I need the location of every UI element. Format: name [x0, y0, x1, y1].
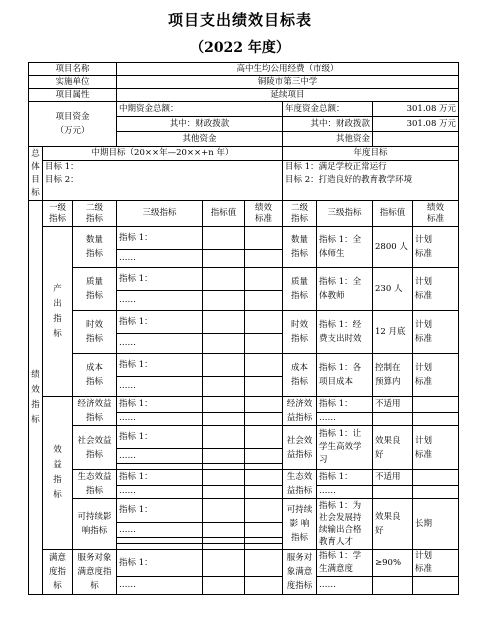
empty-cell — [203, 449, 245, 464]
economic-r-value: 不适用 — [373, 397, 413, 413]
project-name-label: 项目名称 — [29, 63, 117, 76]
empty-cell — [203, 523, 245, 538]
economic-r-dots: …… — [317, 412, 373, 425]
time-l2: 时效 指标 — [73, 311, 117, 354]
header-value-right: 指标值 — [373, 201, 413, 227]
ecological-r-l2: 生态效 益指标 — [283, 470, 317, 499]
quality-l3: 指标 1： — [117, 268, 203, 291]
mid-fiscal-label: 其中：财政拨款 — [117, 117, 283, 132]
sustainable-r-l2: 可持续 影 响 指标 — [283, 499, 317, 550]
service-dots: …… — [117, 577, 203, 595]
quantity-l3: 指标 1： — [117, 227, 203, 250]
service-r-std: 计划 标准 — [413, 550, 459, 577]
empty-cell — [203, 426, 245, 449]
empty-cell — [203, 577, 245, 595]
quality-dots: …… — [117, 291, 203, 311]
cost-r-value: 控制在 预算内 — [373, 354, 413, 397]
empty-cell — [373, 577, 413, 595]
economic-r-l3: 指标 1： — [317, 397, 373, 413]
time-r-l3: 指标 1：经 费支出时效 — [317, 311, 373, 354]
empty-cell — [203, 499, 245, 523]
header-l3-right: 三级指标 — [317, 201, 373, 227]
empty-cell — [245, 470, 283, 486]
empty-cell — [245, 354, 283, 377]
empty-cell — [245, 397, 283, 413]
cost-r-l3: 指标 1：各 项目成本 — [317, 354, 373, 397]
form-year: （2022 年度） — [190, 40, 290, 56]
year-goals: 目标 1：满足学校正常运行 目标 2：打造良好的教育教学环境 — [283, 161, 459, 201]
economic-dots: …… — [117, 412, 203, 425]
economic-r-l2: 经济效 益指标 — [283, 397, 317, 426]
header-l2-right: 二级 指标 — [283, 201, 317, 227]
service-l3: 指标 1： — [117, 550, 203, 577]
mid-goal-header: 中期目标（20××年—20××+n 年） — [43, 147, 283, 161]
empty-cell — [245, 550, 283, 577]
sustainable-l2: 可持续影 响指标 — [73, 499, 117, 550]
attr-label: 项目属性 — [29, 89, 117, 102]
quantity-r-value: 2800 人 — [373, 227, 413, 268]
time-r-l2: 时效 指标 — [283, 311, 317, 354]
ecological-r-l3: 指标 1： — [317, 470, 373, 486]
empty-cell — [203, 412, 245, 425]
cost-l2: 成本 指标 — [73, 354, 117, 397]
empty-cell — [373, 485, 413, 498]
empty-cell — [373, 412, 413, 425]
empty-cell — [245, 449, 283, 464]
empty-cell — [203, 354, 245, 377]
header-value: 指标值 — [203, 201, 245, 227]
header-std-right: 绩效 标准 — [413, 201, 459, 227]
empty-cell — [413, 577, 459, 595]
ecological-r-dots: …… — [317, 485, 373, 498]
empty-cell — [203, 250, 245, 268]
attr-value: 延续项目 — [117, 89, 459, 102]
time-dots: …… — [117, 334, 203, 354]
quantity-std — [245, 227, 283, 250]
year-fiscal-value: 301.08 万元 — [373, 117, 459, 132]
cost-l3: 指标 1： — [117, 354, 203, 377]
header-l1: 一级 指标 — [43, 201, 73, 227]
perf-label: 绩 效 指 标 — [29, 201, 43, 595]
service-r-dots: …… — [317, 577, 373, 595]
mid-goals: 目标 1： 目标 2： — [43, 161, 283, 201]
social-r-value: 效果良 好 — [373, 426, 413, 470]
unit-label: 实施单位 — [29, 76, 117, 89]
empty-cell — [203, 485, 245, 498]
service-l2: 服务对象 满意度指 标 — [73, 550, 117, 595]
empty-cell — [245, 268, 283, 291]
header-l2: 二级 指标 — [73, 201, 117, 227]
empty-cell — [203, 550, 245, 577]
form-title: 项目支出绩效目标表 — [167, 11, 312, 29]
empty-cell — [245, 250, 283, 268]
empty-cell — [203, 268, 245, 291]
quantity-dots: …… — [117, 250, 203, 268]
empty-cell — [245, 499, 283, 523]
year-total-label: 年度资金总额： — [283, 102, 373, 117]
cost-dots: …… — [117, 377, 203, 397]
empty-cell — [245, 523, 283, 538]
performance-target-table — [28, 62, 459, 595]
ecological-r-std — [413, 470, 459, 486]
ecological-r-value: 不适用 — [373, 470, 413, 486]
quality-r-l3: 指标 1：全 体教师 — [317, 268, 373, 311]
quality-r-l2: 质量 指标 — [283, 268, 317, 311]
unit-value: 铜陵市第三中学 — [117, 76, 459, 89]
social-r-std: 计划 标准 — [413, 426, 459, 470]
output-label: 产 出 指 标 — [43, 227, 73, 397]
cost-r-std: 计划 标准 — [413, 354, 459, 397]
service-r-l2: 服务对 象满意 度指标 — [283, 550, 317, 595]
quantity-value — [203, 227, 245, 250]
satisfaction-label: 满意 度指 标 — [43, 550, 73, 595]
ecological-l3: 指标 1： — [117, 470, 203, 486]
social-l3: 指标 1： — [117, 426, 203, 449]
social-r-l3: 指标 1：让 学生高效学 习 — [317, 426, 373, 470]
empty-cell — [245, 426, 283, 449]
quantity-l2: 数量 指标 — [73, 227, 117, 268]
empty-cell — [203, 334, 245, 354]
empty-cell — [413, 485, 459, 498]
funds-label: 项目资金 （万元） — [29, 102, 117, 147]
quality-r-std: 计划 标准 — [413, 268, 459, 311]
sustainable-r-value: 效果良 好 — [373, 499, 413, 550]
time-r-std: 计划 标准 — [413, 311, 459, 354]
social-r-l2: 社会效 益指标 — [283, 426, 317, 470]
year-fiscal-label: 其中：财政拨款 — [283, 117, 373, 132]
ecological-dots: …… — [117, 485, 203, 498]
mid-other-label: 其他资金 — [117, 132, 283, 147]
ecological-l2: 生态效益 指标 — [73, 470, 117, 499]
time-r-value: 12 月底 — [373, 311, 413, 354]
service-r-value: ≥90% — [373, 550, 413, 577]
empty-cell — [245, 291, 283, 311]
empty-cell — [245, 377, 283, 397]
empty-cell — [245, 334, 283, 354]
year-total-value: 301.08 万元 — [373, 102, 459, 117]
empty-cell — [203, 311, 245, 334]
year-other-value — [373, 132, 459, 147]
service-r-l3: 指标 1：学 生满意度 — [317, 550, 373, 577]
quality-r-value: 230 人 — [373, 268, 413, 311]
social-l2: 社会效益 指标 — [73, 426, 117, 470]
empty-cell — [245, 577, 283, 595]
economic-l2: 经济效益 指标 — [73, 397, 117, 426]
empty-cell — [245, 311, 283, 334]
cost-r-l2: 成本 指标 — [283, 354, 317, 397]
sustainable-r-std: 长期 — [413, 499, 459, 550]
overall-label: 总 体 目 标 — [29, 147, 43, 201]
empty-cell — [203, 470, 245, 486]
social-dots: …… — [117, 449, 203, 464]
empty-cell — [203, 397, 245, 413]
quantity-r-l3: 指标 1：全 体师生 — [317, 227, 373, 268]
economic-l3: 指标 1： — [117, 397, 203, 413]
quality-l2: 质量 指标 — [73, 268, 117, 311]
sustainable-dots: …… — [117, 523, 203, 538]
sustainable-l3: 指标 1： — [117, 499, 203, 523]
empty-cell — [245, 412, 283, 425]
header-std: 绩效 标准 — [245, 201, 283, 227]
empty-cell — [413, 412, 459, 425]
empty-cell — [203, 291, 245, 311]
project-name-value: 高中生均公用经费（市级） — [117, 63, 459, 76]
empty-cell — [245, 485, 283, 498]
quantity-r-l2: 数量 指标 — [283, 227, 317, 268]
time-l3: 指标 1： — [117, 311, 203, 334]
year-other-label: 其他资金 — [283, 132, 373, 147]
benefit-label: 效 益 指 标 — [43, 397, 73, 550]
quantity-r-std: 计划 标准 — [413, 227, 459, 268]
header-l3: 三级指标 — [117, 201, 203, 227]
empty-cell — [203, 377, 245, 397]
year-goal-header: 年度目标 — [283, 147, 459, 161]
mid-total-label: 中期资金总额： — [117, 102, 283, 117]
economic-r-std — [413, 397, 459, 413]
sustainable-r-l3: 指标 1：为 社会发展持 续输出合格 教育人才 — [317, 499, 373, 550]
